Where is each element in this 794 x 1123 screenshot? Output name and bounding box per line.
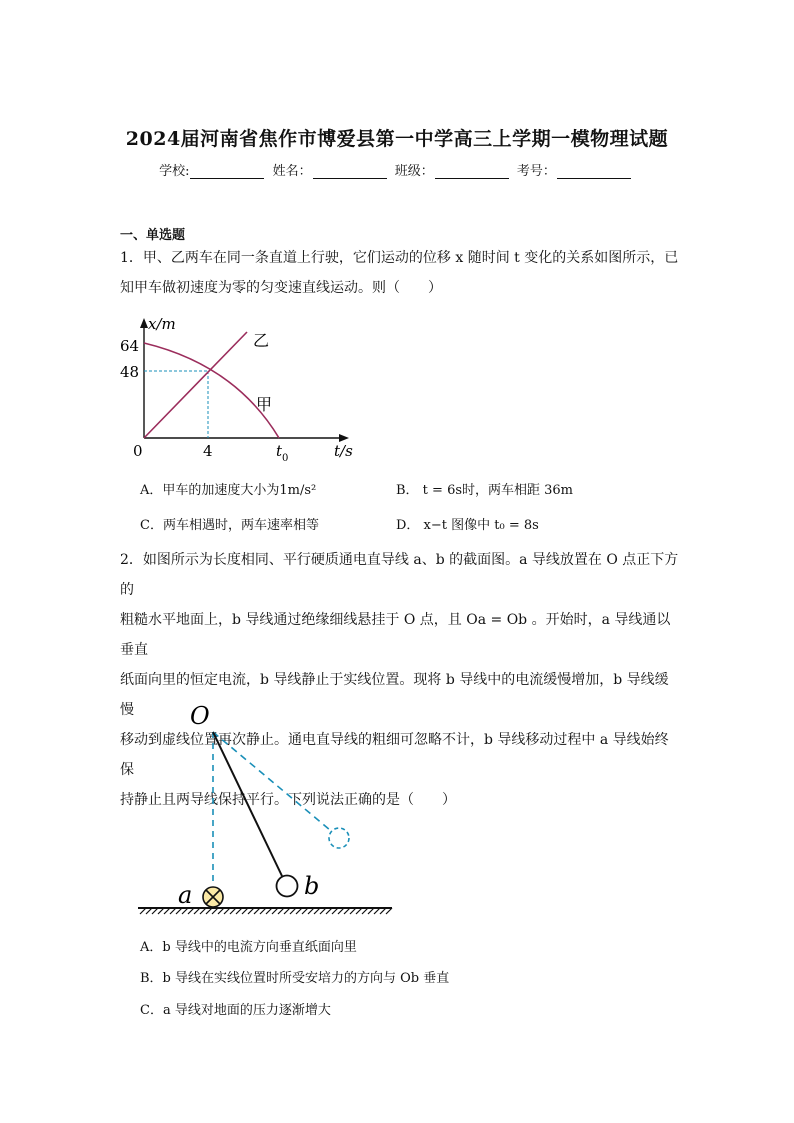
q1-option-a[interactable]: A．甲车的加速度大小为1m/s² [140,483,317,498]
wire-b [277,876,298,897]
q2-wire-figure [130,698,400,923]
page-title: 2024届河南省焦作市博爱县第一中学高三上学期一模物理试题 [125,128,669,150]
q1-stem [120,243,680,303]
label-jia: 甲 [256,395,273,414]
x-tick-t0: t [276,442,283,460]
school-blank[interactable] [190,166,264,179]
name-blank[interactable] [313,166,387,179]
q1-line-1: 1．甲、乙两车在同一条直道上行驶，它们运动的位移 x 随时间 t 变化的关系如图所示，已 [120,250,679,266]
q2-option-a[interactable]: A．b 导线中的电流方向垂直纸面向里 [140,940,357,955]
curve-jia [144,343,279,438]
q2-line-3: 纸面向里的恒定电流，b 导线静止于实线位置。现将 b 导线中的电流缓慢增加，b 导线缓慢 [120,672,669,718]
exam-no-label: 考号： [516,164,556,179]
dashed-thread [213,732,330,830]
t-axis-arrow [339,434,349,442]
y-axis-label: x/m [148,315,176,333]
class-blank[interactable] [435,166,509,179]
q1-xt-graph [115,310,360,465]
label-O: O [190,702,210,730]
label-a: a [178,881,193,909]
q2-line-1: 2．如图所示为长度相同、平行硬质通电直导线 a、b 的截面图。a 导线放置在 O 点正下方的 [120,552,679,598]
x-axis-arrow [140,318,148,328]
class-label: 班级： [394,164,434,179]
solid-thread [213,732,282,876]
exam-no-blank[interactable] [557,166,631,179]
name-label: 姓名： [272,164,312,179]
student-info-line [0,160,794,179]
q1-option-d[interactable]: D． x−t 图像中 t₀ = 8s [396,518,539,533]
y-tick-48: 48 [120,363,140,381]
q1-line-2: 知甲车做初速度为零的匀变速直线运动。则（ ） [120,280,442,296]
label-b: b [304,872,320,900]
section-heading: 一、单选题 [120,228,186,243]
x-axis-label: t/s [334,442,353,460]
q2-line-5: 持静止且两导线保持平行。下列说法正确的是（ ） [120,792,456,808]
school-label: 学校: [159,164,190,179]
q2-line-4: 移动到虚线位置再次静止。通电直导线的粗细可忽略不计，b 导线移动过程中 a 导线始终保 [120,732,669,778]
q2-line-2: 粗糙水平地面上，b 导线通过绝缘细线悬挂于 O 点，且 Oa = Ob 。开始时，a 导线通以垂直 [120,612,671,658]
q2-option-b[interactable]: B．b 导线在实线位置时所受安培力的方向与 Ob 垂直 [140,971,450,986]
origin-label: 0 [133,442,143,460]
q1-option-c[interactable]: C．两车相遇时，两车速率相等 [140,518,319,533]
label-yi: 乙 [253,331,270,350]
q2-option-c[interactable]: C．a 导线对地面的压力逐渐增大 [140,1003,331,1018]
y-tick-64: 64 [120,337,140,355]
x-tick-4: 4 [203,442,213,460]
x-tick-t0-sub: 0 [282,453,289,464]
q1-option-b[interactable]: B． t = 6s时，两车相距 36m [396,483,574,498]
wire-b-final [329,828,349,848]
